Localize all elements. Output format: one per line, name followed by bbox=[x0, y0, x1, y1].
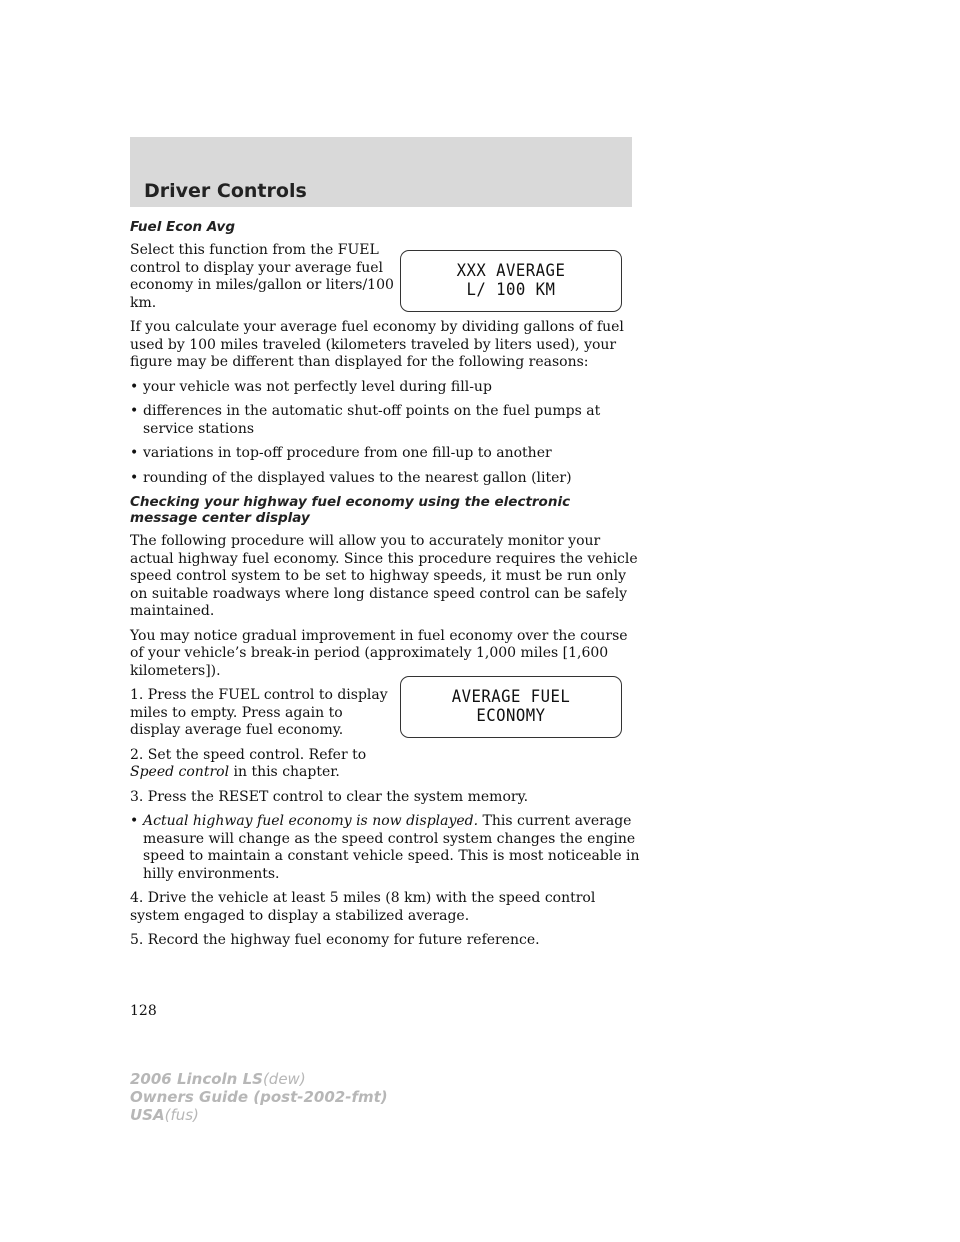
step-4: 4. Drive the vehicle at least 5 miles (8 km) with the speed control system engaged to display a stabilized average. bbox=[130, 890, 596, 924]
step-3: 3. Press the RESET control to clear the system memory. bbox=[130, 788, 529, 805]
paragraph: The following procedure will allow you to accurately monitor your actual highway fuel economy. Since this procedure requires the vehicle speed control system to be set to highway speeds, it must be run only on suitable roadways where long distance speed control can be safely maintained. bbox=[130, 533, 638, 619]
display-line-2: L/ 100 KM bbox=[466, 280, 556, 300]
display-line-1: AVERAGE FUEL bbox=[451, 687, 571, 707]
paragraph: If you calculate your average fuel economy by dividing gallons of fuel used by 100 miles traveled (kilometers traveled by liters used), your figure may be different than displayed for the following reasons: bbox=[130, 319, 624, 370]
list-item: • Actual highway fuel economy is now displayed. This current average measure will change as the speed control system changes the engine speed to maintain a constant vehicle speed. This is most noticeable in hilly environments. bbox=[130, 813, 640, 883]
list-item: • differences in the automatic shut-off points on the fuel pumps at service stations bbox=[130, 403, 640, 438]
display-line-2: ECONOMY bbox=[476, 706, 546, 726]
list-item: • rounding of the displayed values to the nearest gallon (liter) bbox=[130, 470, 640, 488]
step-2: 2. Set the speed control. Refer to Speed control in this chapter. bbox=[130, 746, 367, 780]
step-1: 1. Press the FUEL control to display miles to empty. Press again to display average fuel economy. bbox=[130, 687, 388, 738]
document-footer: 2006 Lincoln LS(dew) Owners Guide (post-2002-fmt) USA(fus) bbox=[130, 1070, 388, 1124]
paragraph: Select this function from the FUEL control to display your average fuel economy in miles/gallon or liters/100 km. bbox=[130, 242, 394, 311]
step-5: 5. Record the highway fuel economy for future reference. bbox=[130, 932, 540, 948]
heading-fuel-econ-avg: Fuel Econ Avg bbox=[130, 219, 236, 235]
section-title: Driver Controls bbox=[144, 180, 307, 202]
speed-control-reference: Speed control bbox=[130, 764, 230, 780]
list-item: • your vehicle was not perfectly level during fill-up bbox=[130, 379, 640, 397]
page-content bbox=[130, 219, 640, 957]
list-item: • variations in top-off procedure from one fill-up to another bbox=[130, 445, 640, 463]
paragraph: You may notice gradual improvement in fuel economy over the course of your vehicle’s break-in period (approximately 1,000 miles [1,600 kilometers]). bbox=[130, 627, 628, 679]
section-header-band bbox=[130, 137, 632, 207]
heading-highway-fuel-economy: Checking your highway fuel economy using the electronic message center display bbox=[130, 494, 571, 526]
display-line-1: XXX AVERAGE bbox=[456, 261, 566, 281]
page-number: 128 bbox=[130, 1003, 157, 1019]
